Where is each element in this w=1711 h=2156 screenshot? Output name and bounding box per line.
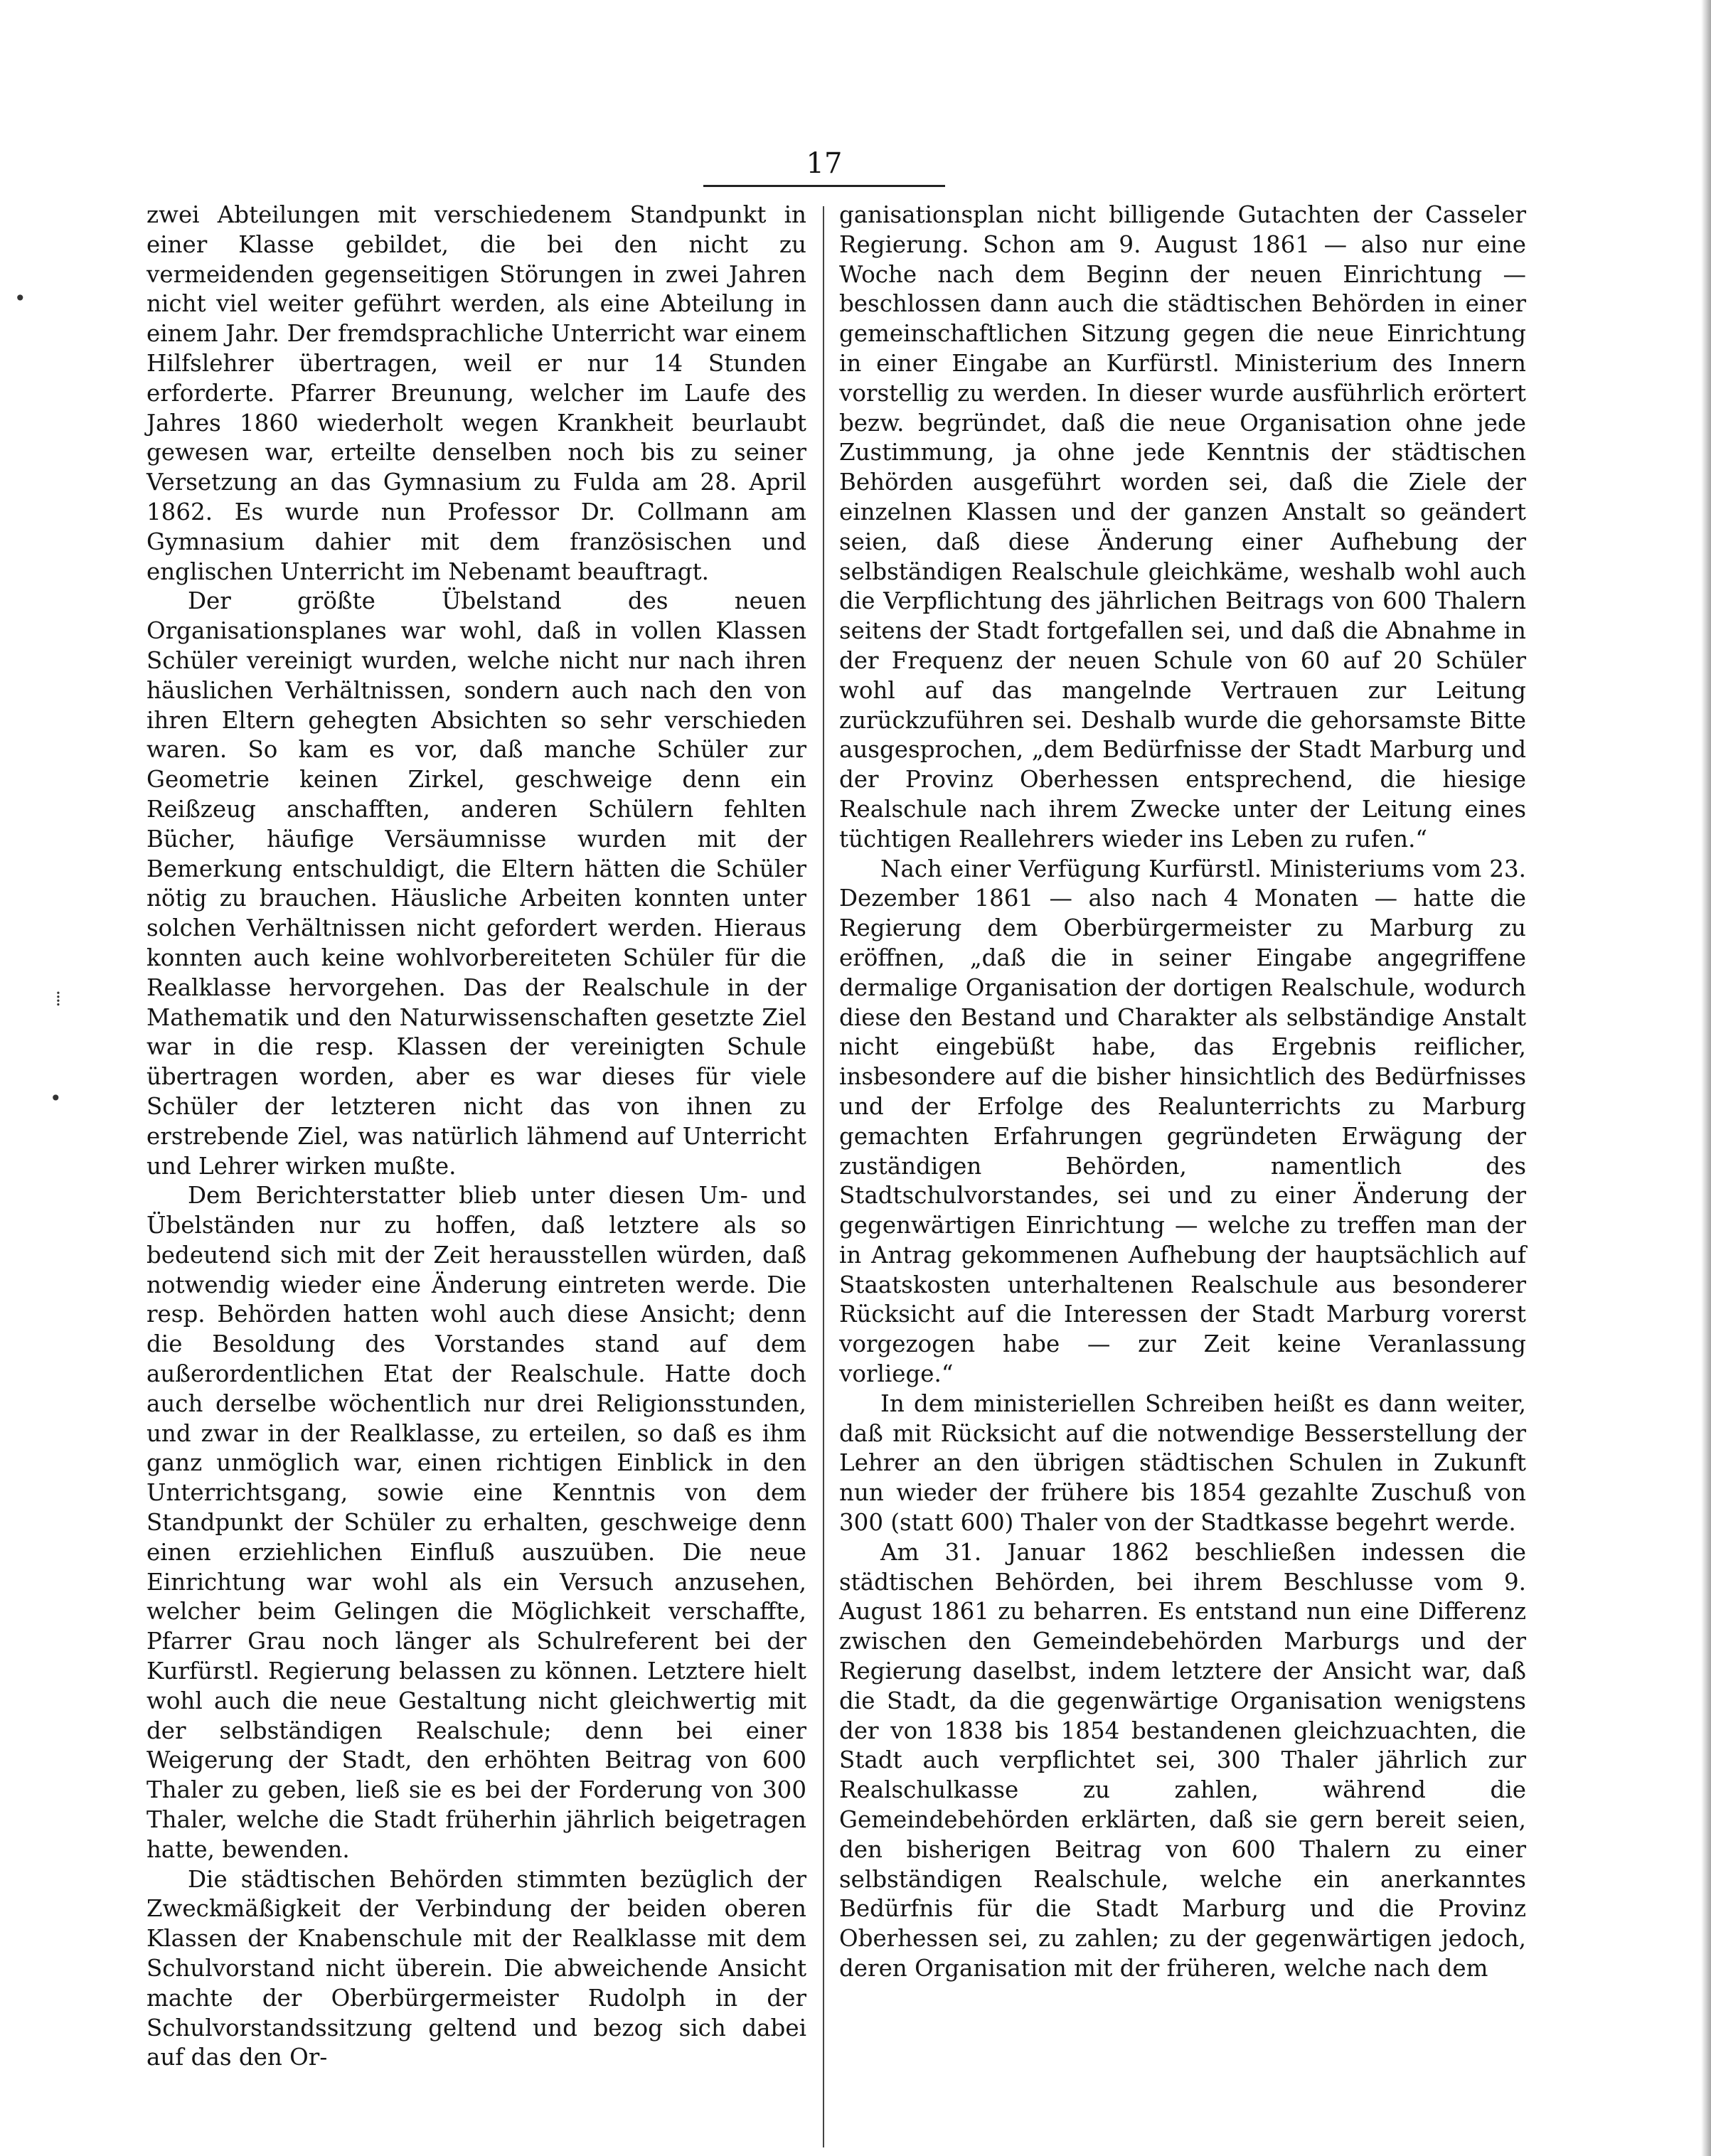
- header-rule: [703, 185, 945, 187]
- right-paragraph-4: Am 31. Januar 1862 beschließen indessen die städtischen Behörden, bei ihrem Beschlusse vom 9. August 1861 zu beharren. Es entstand nun eine Differenz zwischen den Gemeindebehörden Marburgs und der Regierung daselbst, indem letztere der Ansicht war, daß die Stadt, da die gegenwärtige Organisation wenigstens der von 1838 bis 1854 bestandenen gleichzuachten, die Stadt auch verpflichtet sei, 300 Thaler jährlich zur Realschulkasse zu zahlen, während die Gemeindebehörden erklärten, daß sie gern bereit seien, den bisherigen Beitrag von 600 Thalern zu einer selbständigen Realschule, welche ein anerkanntes Bedürfnis für die Stadt Marburg und die Provinz Oberhessen sei, zu zahlen; zu der gegenwärtigen jedoch, deren Organisation mit der früheren, welche nach dem: [839, 1538, 1526, 1982]
- left-paragraph-2: Der größte Übelstand des neuen Organisationsplanes war wohl, daß in vollen Klassen Schüler vereinigt wurden, welche nicht nur nach ihren häuslichen Verhältnissen, sondern auch nach den von ihren Eltern gehegten Absichten so sehr verschieden waren. So kam es vor, daß manche Schüler zur Geometrie keinen Zirkel, geschweige denn ein Reißzeug anschafften, anderen Schülern fehlten Bücher, häufige Versäumnisse wurden mit der Bemerkung entschuldigt, die Eltern hätten die Schüler nötig zu brauchen. Häusliche Arbeiten konnten unter solchen Verhältnissen nicht gefordert werden. Hieraus konnten auch keine wohlvorbereiteten Schüler für die Realklasse hervorgehen. Das der Realschule in der Mathematik und den Naturwissenschaften gesetzte Ziel war in die resp. Klassen der vereinigten Schule übertragen worden, aber es war dieses für viele Schüler der letzteren nicht das von ihnen zu erstrebende Ziel, was natürlich lähmend auf Unterricht und Lehrer wirken mußte.: [146, 587, 806, 1180]
- right-column: [839, 201, 1526, 1984]
- right-paragraph-1: ganisationsplan nicht billigende Gutachten der Casseler Regierung. Schon am 9. August 1861 — also nur eine Woche nach dem Beginn der neuen Einrichtung — beschlossen dann auch die städtischen Behörden in einer gemeinschaftlichen Sitzung gegen die neue Einrichtung in einer Eingabe an Kurfürstl. Ministerium des Innern vorstellig zu werden. In dieser wurde ausführlich erörtert bezw. begründet, daß die neue Organisation ohne jede Zustimmung, ja ohne jede Kenntnis der städtischen Behörden ausgeführt worden sei, daß die Ziele der einzelnen Klassen und der ganzen Anstalt so geändert seien, daß diese Änderung einer Aufhebung der selbständigen Realschule gleichkäme, weshalb wohl auch die Verpflichtung des jährlichen Beitrags von 600 Thalern seitens der Stadt fortgefallen sei, und daß die Abnahme in der Frequenz der neuen Schule von 60 auf 20 Schüler wohl auf das mangelnde Vertrauen zur Leitung zurückzuführen sei. Deshalb wurde die gehorsamste Bitte ausgesprochen, „dem Bedürfnisse der Stadt Marburg und der Provinz Oberhessen entsprechend, die hiesige Realschule nach ihrem Zwecke unter der Leitung eines tüchtigen Reallehrers wieder ins Leben zu rufen.“: [839, 201, 1526, 853]
- left-paragraph-3: Dem Berichterstatter blieb unter diesen Um- und Übelständen nur zu hoffen, daß letztere als so bedeutend sich mit der Zeit herausstellen würden, daß notwendig wieder eine Änderung eintreten werde. Die resp. Behörden hatten wohl auch diese Ansicht; denn die Besoldung des Vorstandes stand auf dem außerordentlichen Etat der Realschule. Hatte doch auch derselbe wöchentlich nur drei Religionsstunden, und zwar in der Realklasse, zu erteilen, so daß es ihm ganz unmöglich war, einen richtigen Einblick in den Unterrichtsgang, sowie eine Kenntnis von dem Standpunkt der Schüler zu erhalten, geschweige denn einen erziehlichen Einfluß auszuüben. Die neue Einrichtung war wohl als ein Versuch anzusehen, welcher beim Gelingen die Möglichkeit verschaffte, Pfarrer Grau noch länger als Schulreferent bei der Kurfürstl. Regierung belassen zu können. Letztere hielt wohl auch die neue Gestaltung nicht gleichwertig mit der selbständigen Realschule; denn bei einer Weigerung der Stadt, den erhöhten Beitrag von 600 Thaler zu geben, ließ sie es bei der Forderung von 300 Thaler, welche die Stadt früherhin jährlich beigetragen hatte, bewenden.: [146, 1182, 806, 1863]
- left-paragraph-1: zwei Abteilungen mit verschiedenem Standpunkt in einer Klasse gebildet, die bei den nicht zu vermeidenden gegenseitigen Störungen in zwei Jahren nicht viel weiter geführt werden, als eine Abteilung in einem Jahr. Der fremdsprachliche Unterricht war einem Hilfslehrer übertragen, weil er nur 14 Stunden erforderte. Pfarrer Breunung, welcher im Laufe des Jahres 1860 wiederholt wegen Krankheit beurlaubt gewesen war, erteilte denselben noch bis zu seiner Versetzung an das Gymnasium zu Fulda am 28. April 1862. Es wurde nun Professor Dr. Collmann am Gymnasium dahier mit dem französischen und englischen Unterricht im Nebenamt beauftragt.: [146, 201, 806, 585]
- left-margin-mark-2: ⁞: [55, 987, 61, 1010]
- page-number: 17: [806, 147, 843, 180]
- right-paragraph-3: In dem ministeriellen Schreiben heißt es dann weiter, daß mit Rücksicht auf die notwendige Besserstellung der Lehrer an den übrigen städtischen Schulen in Zukunft nun wieder der frühere bis 1854 gezahlte Zuschuß von 300 (statt 600) Thaler von der Stadtkasse begehrt werde.: [839, 1389, 1526, 1537]
- right-paragraph-2: Nach einer Verfügung Kurfürstl. Ministeriums vom 23. Dezember 1861 — also nach 4 Monaten — hatte die Regierung dem Oberbürgermeister zu Marburg zu eröffnen, „daß die in seiner Eingabe angegriffene dermalige Organisation der dortigen Realschule, wodurch diese den Bestand und Charakter als selbständige Anstalt nicht eingebüßt habe, das Ergebnis reiflicher, insbesondere auf die bisher hinsichtlich des Bedürfnisses und der Erfolge des Realunterrichts zu Marburg gemachten Erfahrungen gegründeten Erwägung der zuständigen Behörden, namentlich des Stadtschulvorstandes, sei und zu einer Änderung der gegenwärtigen Einrichtung — welche zu treffen man der in Antrag gekommenen Aufhebung der hauptsächlich auf Staatskosten unterhaltenen Realschule aus besonderer Rücksicht auf die Interessen der Stadt Marburg vorerst vorgezogen habe — zur Zeit keine Veranlassung vorliege.“: [839, 855, 1526, 1388]
- left-column: [146, 201, 806, 2073]
- column-divider: [823, 206, 824, 2147]
- left-margin-mark-1: •: [14, 287, 26, 310]
- page-edge-shadow: [1701, 0, 1711, 2156]
- left-margin-mark-3: •: [50, 1087, 62, 1110]
- left-paragraph-4: Die städtischen Behörden stimmten bezüglich der Zweckmäßigkeit der Verbindung der beiden oberen Klassen der Knabenschule mit der Realklasse mit dem Schulvorstand nicht überein. Die abweichende Ansicht machte der Oberbürgermeister Rudolph in der Schulvorstandssitzung geltend und bezog sich dabei auf das den Or-: [146, 1865, 806, 2071]
